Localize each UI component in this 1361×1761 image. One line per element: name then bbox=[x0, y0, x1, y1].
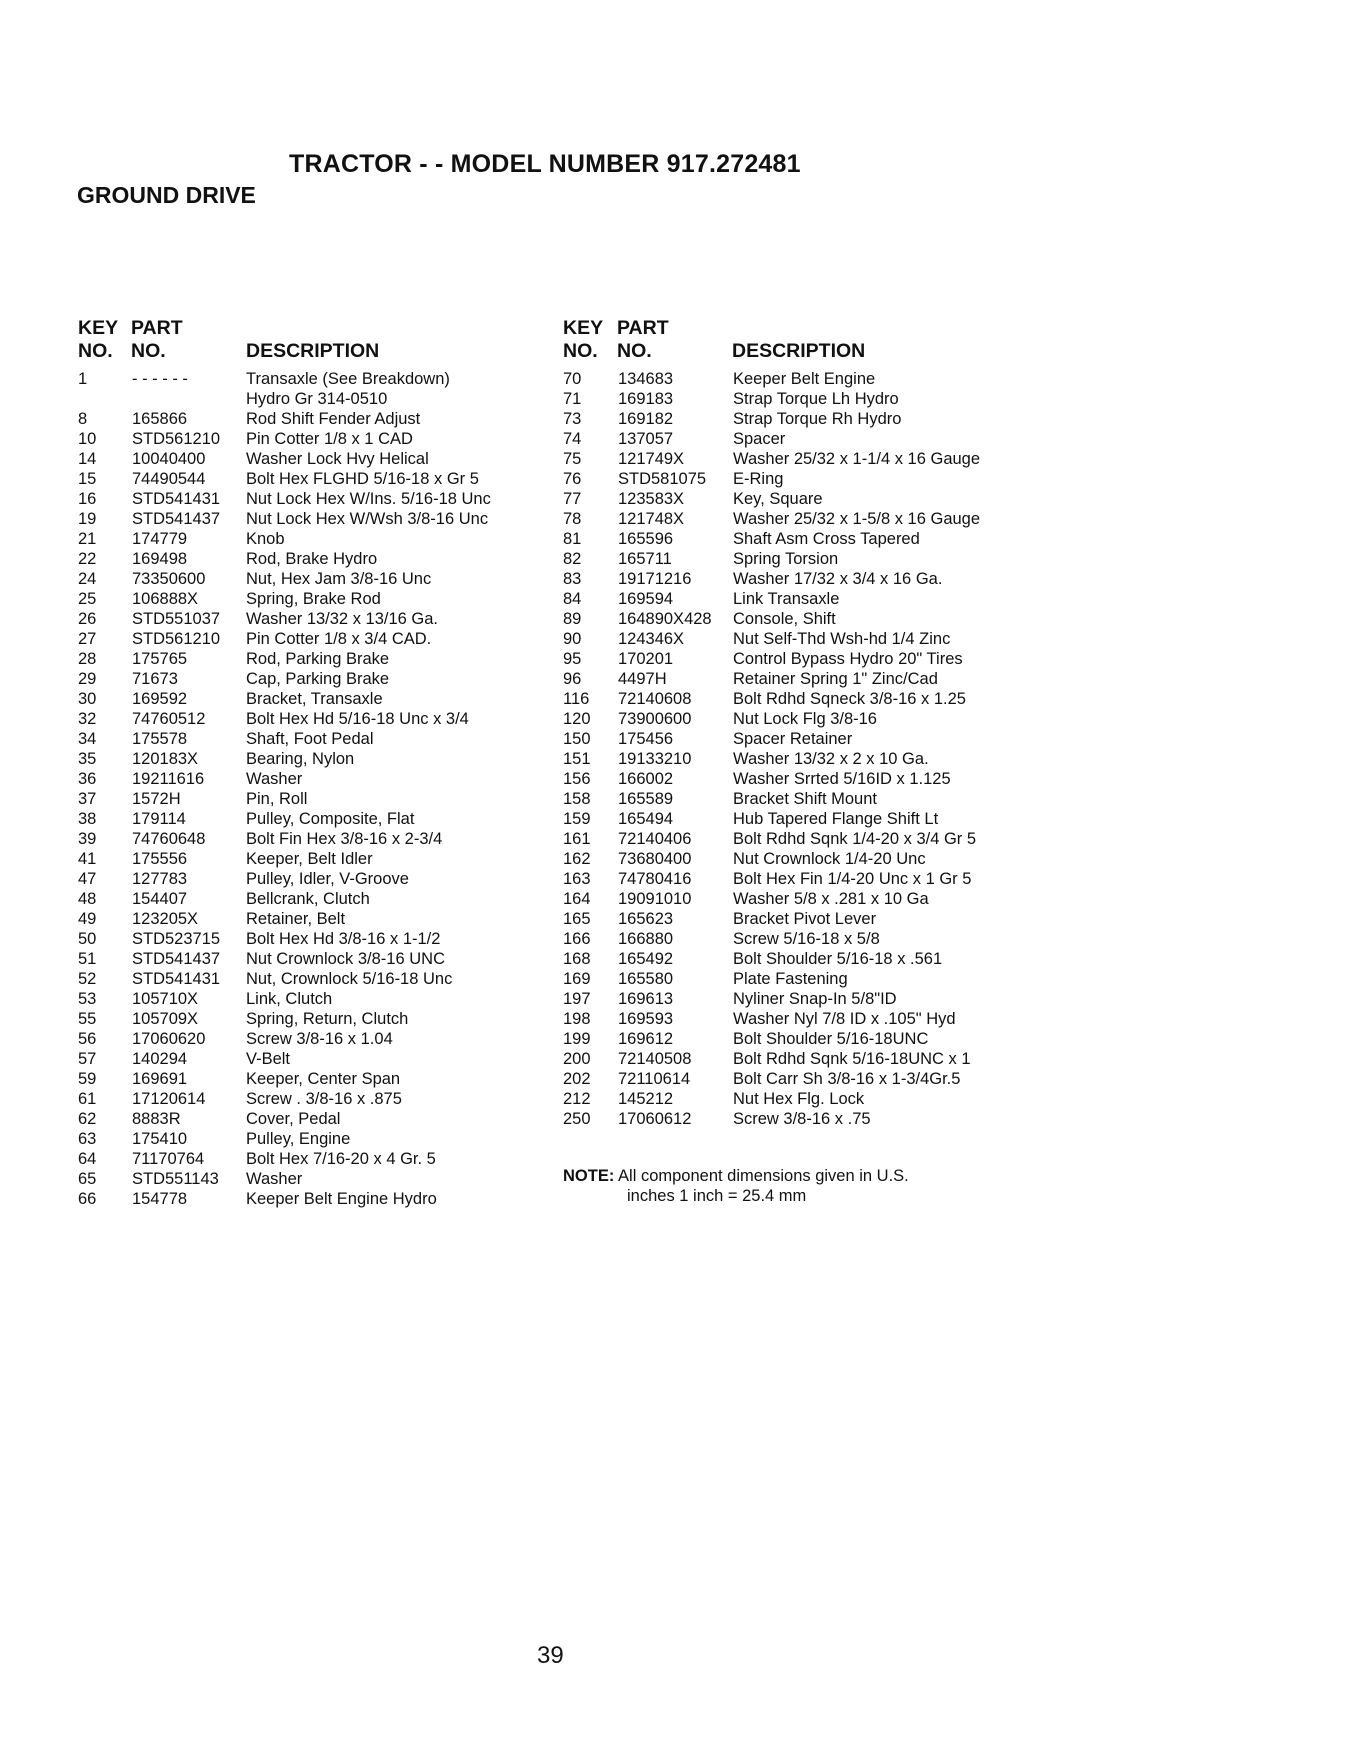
part-no-cell: 166880 bbox=[618, 930, 674, 948]
key-no-cell: 166 bbox=[563, 930, 591, 948]
key-no-cell: 61 bbox=[78, 1090, 97, 1108]
description-cell: Shaft, Foot Pedal bbox=[246, 730, 374, 748]
part-no-cell: 165866 bbox=[132, 410, 188, 428]
key-no-cell: 82 bbox=[563, 550, 582, 568]
description-cell: Rod, Parking Brake bbox=[246, 650, 390, 668]
part-no-cell: STD541437 bbox=[132, 950, 221, 968]
key-no-cell: 32 bbox=[78, 710, 97, 728]
key-no-cell: 37 bbox=[78, 790, 97, 808]
description-cell: Control Bypass Hydro 20" Tires bbox=[733, 650, 963, 668]
description-cell: Spacer Retainer bbox=[733, 730, 853, 748]
key-no-header: NO. bbox=[78, 340, 113, 362]
description-cell: Washer 13/32 x 2 x 10 Ga. bbox=[733, 750, 929, 768]
description-cell: E-Ring bbox=[733, 470, 784, 488]
description-cell: Washer 5/8 x .281 x 10 Ga bbox=[733, 890, 929, 908]
key-no-cell: 26 bbox=[78, 610, 97, 628]
part-no-cell: 105709X bbox=[132, 1010, 199, 1028]
key-no-cell: 77 bbox=[563, 490, 582, 508]
part-no-cell: 175410 bbox=[132, 1130, 188, 1148]
part-no-cell: 72140406 bbox=[618, 830, 692, 848]
part-no-cell: 165494 bbox=[618, 810, 674, 828]
part-no-cell: - - - - - - bbox=[132, 370, 188, 388]
key-no-cell: 151 bbox=[563, 750, 591, 768]
key-no-cell: 96 bbox=[563, 670, 582, 688]
part-no-cell: 169613 bbox=[618, 990, 674, 1008]
part-no-cell: 73350600 bbox=[132, 570, 206, 588]
key-no-cell: 95 bbox=[563, 650, 582, 668]
description-cell: Washer Nyl 7/8 ID x .105" Hyd bbox=[733, 1010, 956, 1028]
part-no-cell: 165580 bbox=[618, 970, 674, 988]
part-no-cell: 74490544 bbox=[132, 470, 206, 488]
key-no-cell: 70 bbox=[563, 370, 582, 388]
key-no-cell: 10 bbox=[78, 430, 97, 448]
part-no-cell: 74780416 bbox=[618, 870, 692, 888]
key-no-cell: 56 bbox=[78, 1030, 97, 1048]
key-no-cell: 59 bbox=[78, 1070, 97, 1088]
key-no-cell: 212 bbox=[563, 1090, 591, 1108]
part-no-cell: STD581075 bbox=[618, 470, 707, 488]
description-cell: Plate Fastening bbox=[733, 970, 848, 988]
description-cell: Screw . 3/8-16 x .875 bbox=[246, 1090, 402, 1108]
part-header: PART bbox=[131, 317, 183, 339]
part-no-cell: 124346X bbox=[618, 630, 685, 648]
description-cell: Bellcrank, Clutch bbox=[246, 890, 370, 908]
description-cell: Bolt Shoulder 5/16-18 x .561 bbox=[733, 950, 943, 968]
part-no-cell: 10040400 bbox=[132, 450, 206, 468]
key-no-cell: 202 bbox=[563, 1070, 591, 1088]
part-no-cell: 74760512 bbox=[132, 710, 206, 728]
description-cell: Nut Lock Hex W/Ins. 5/16-18 Unc bbox=[246, 490, 491, 508]
key-no-cell: 164 bbox=[563, 890, 591, 908]
description-cell: Nut Lock Hex W/Wsh 3/8-16 Unc bbox=[246, 510, 489, 528]
note-line-2: inches 1 inch = 25.4 mm bbox=[627, 1187, 807, 1205]
description-cell: Bolt Fin Hex 3/8-16 x 2-3/4 bbox=[246, 830, 443, 848]
part-no-cell: 165589 bbox=[618, 790, 674, 808]
description-cell: Screw 3/8-16 x .75 bbox=[733, 1110, 871, 1128]
key-no-cell: 52 bbox=[78, 970, 97, 988]
description-header: DESCRIPTION bbox=[246, 340, 380, 362]
description-cell: Washer bbox=[246, 1170, 303, 1188]
description-cell: V-Belt bbox=[246, 1050, 291, 1068]
description-cell: Nut Self-Thd Wsh-hd 1/4 Zinc bbox=[733, 630, 951, 648]
description-cell: Bolt Hex Hd 5/16-18 Unc x 3/4 bbox=[246, 710, 469, 728]
key-no-cell: 36 bbox=[78, 770, 97, 788]
page-title: TRACTOR - - MODEL NUMBER 917.272481 bbox=[289, 150, 801, 178]
key-no-cell: 1 bbox=[78, 370, 88, 388]
description-cell: Knob bbox=[246, 530, 285, 548]
key-no-cell: 66 bbox=[78, 1190, 97, 1208]
description-cell: Bolt Hex 7/16-20 x 4 Gr. 5 bbox=[246, 1150, 436, 1168]
key-no-cell: 14 bbox=[78, 450, 97, 468]
description-cell: Bearing, Nylon bbox=[246, 750, 355, 768]
key-no-cell: 74 bbox=[563, 430, 582, 448]
key-no-cell: 116 bbox=[563, 690, 590, 708]
part-no-cell: 73680400 bbox=[618, 850, 692, 868]
description-cell: Bolt Hex Fin 1/4-20 Unc x 1 Gr 5 bbox=[733, 870, 972, 888]
key-no-cell: 73 bbox=[563, 410, 582, 428]
key-no-cell: 38 bbox=[78, 810, 97, 828]
description-cell: Key, Square bbox=[733, 490, 823, 508]
part-no-cell: 169691 bbox=[132, 1070, 188, 1088]
description-cell: Washer 13/32 x 13/16 Ga. bbox=[246, 610, 438, 628]
description-cell: Nut Crownlock 1/4-20 Unc bbox=[733, 850, 926, 868]
key-no-cell: 50 bbox=[78, 930, 97, 948]
description-cell: Bolt Rdhd Sqnk 5/16-18UNC x 1 bbox=[733, 1050, 971, 1068]
description-cell: Keeper, Center Span bbox=[246, 1070, 401, 1088]
part-no-cell: STD551143 bbox=[132, 1170, 219, 1188]
part-no-cell: 170201 bbox=[618, 650, 674, 668]
part-no-cell: 137057 bbox=[618, 430, 674, 448]
description-cell: Bracket, Transaxle bbox=[246, 690, 383, 708]
part-header: PART bbox=[617, 317, 669, 339]
part-no-cell: 19171216 bbox=[618, 570, 692, 588]
description-cell: Bolt Shoulder 5/16-18UNC bbox=[733, 1030, 929, 1048]
description-cell: Bolt Hex Hd 3/8-16 x 1-1/2 bbox=[246, 930, 441, 948]
part-no-cell: STD561210 bbox=[132, 630, 221, 648]
part-no-cell: 165623 bbox=[618, 910, 674, 928]
key-no-cell: 165 bbox=[563, 910, 591, 928]
key-no-cell: 35 bbox=[78, 750, 97, 768]
key-no-cell: 19 bbox=[78, 510, 97, 528]
part-no-cell: 175556 bbox=[132, 850, 188, 868]
key-no-cell: 198 bbox=[563, 1010, 591, 1028]
key-no-cell: 120 bbox=[563, 710, 591, 728]
part-no-cell: 17060612 bbox=[618, 1110, 692, 1128]
key-no-cell: 78 bbox=[563, 510, 582, 528]
part-no-cell: STD551037 bbox=[132, 610, 221, 628]
part-no-cell: 72140608 bbox=[618, 690, 692, 708]
description-header: DESCRIPTION bbox=[732, 340, 866, 362]
part-no-cell: 175578 bbox=[132, 730, 188, 748]
key-no-cell: 84 bbox=[563, 590, 582, 608]
part-no-cell: STD523715 bbox=[132, 930, 221, 948]
part-no-cell: 19133210 bbox=[618, 750, 692, 768]
part-no-cell: 74760648 bbox=[132, 830, 206, 848]
description-cell: Bolt Carr Sh 3/8-16 x 1-3/4Gr.5 bbox=[733, 1070, 961, 1088]
key-no-cell: 64 bbox=[78, 1150, 97, 1168]
key-no-cell: 34 bbox=[78, 730, 97, 748]
part-no-cell: 120183X bbox=[132, 750, 199, 768]
part-no-cell: STD561210 bbox=[132, 430, 221, 448]
key-no-cell: 199 bbox=[563, 1030, 591, 1048]
part-no-cell: 165492 bbox=[618, 950, 674, 968]
description-cell: Retainer Spring 1" Zinc/Cad bbox=[733, 670, 938, 688]
description-cell: Keeper Belt Engine bbox=[733, 370, 876, 388]
key-no-cell: 161 bbox=[563, 830, 591, 848]
key-no-cell: 30 bbox=[78, 690, 97, 708]
description-cell: Nut Hex Flg. Lock bbox=[733, 1090, 865, 1108]
part-no-cell: 175765 bbox=[132, 650, 188, 668]
description-cell: Washer Srrted 5/16ID x 1.125 bbox=[733, 770, 951, 788]
key-no-cell: 90 bbox=[563, 630, 582, 648]
part-no-cell: 105710X bbox=[132, 990, 199, 1008]
key-no-cell: 75 bbox=[563, 450, 582, 468]
key-no-cell: 29 bbox=[78, 670, 97, 688]
part-no-cell: 123583X bbox=[618, 490, 685, 508]
description-cell: Nut Crownlock 3/8-16 UNC bbox=[246, 950, 445, 968]
dimensions-note bbox=[563, 1166, 909, 1206]
description-cell: Hub Tapered Flange Shift Lt bbox=[733, 810, 939, 828]
key-no-cell: 65 bbox=[78, 1170, 97, 1188]
description-cell: Washer Lock Hvy Helical bbox=[246, 450, 429, 468]
key-no-cell: 156 bbox=[563, 770, 591, 788]
key-no-cell: 158 bbox=[563, 790, 591, 808]
description-cell: Pin, Roll bbox=[246, 790, 308, 808]
description-cell: Cap, Parking Brake bbox=[246, 670, 390, 688]
key-no-cell: 39 bbox=[78, 830, 97, 848]
part-no-cell: 140294 bbox=[132, 1050, 188, 1068]
key-header: KEY bbox=[563, 317, 604, 339]
description-cell: Cover, Pedal bbox=[246, 1110, 341, 1128]
page-number: 39 bbox=[537, 1642, 564, 1669]
description-cell: Pin Cotter 1/8 x 3/4 CAD. bbox=[246, 630, 432, 648]
key-no-cell: 25 bbox=[78, 590, 97, 608]
part-no-cell: 165596 bbox=[618, 530, 674, 548]
description-cell: Nut, Crownlock 5/16-18 Unc bbox=[246, 970, 453, 988]
description-cell: Rod Shift Fender Adjust bbox=[246, 410, 421, 428]
key-no-cell: 169 bbox=[563, 970, 591, 988]
description-cell: Nyliner Snap-In 5/8"ID bbox=[733, 990, 897, 1008]
part-no-cell: 169594 bbox=[618, 590, 674, 608]
description-cell: Bracket Shift Mount bbox=[733, 790, 877, 808]
description-cell: Hydro Gr 314-0510 bbox=[246, 390, 388, 408]
part-no-cell: 164890X428 bbox=[618, 610, 712, 628]
note-label: NOTE: bbox=[563, 1167, 615, 1185]
description-cell: Pulley, Composite, Flat bbox=[246, 810, 415, 828]
part-no-cell: 121749X bbox=[618, 450, 685, 468]
description-cell: Washer bbox=[246, 770, 303, 788]
part-no-cell: 106888X bbox=[132, 590, 199, 608]
description-cell: Pin Cotter 1/8 x 1 CAD bbox=[246, 430, 413, 448]
key-no-cell: 89 bbox=[563, 610, 582, 628]
description-cell: Spring Torsion bbox=[733, 550, 839, 568]
key-no-cell: 57 bbox=[78, 1050, 97, 1068]
part-no-cell: 154407 bbox=[132, 890, 188, 908]
key-no-cell: 71 bbox=[563, 390, 582, 408]
key-no-cell: 41 bbox=[78, 850, 97, 868]
part-no-cell: 72140508 bbox=[618, 1050, 692, 1068]
key-header: KEY bbox=[78, 317, 119, 339]
part-no-cell: 71673 bbox=[132, 670, 178, 688]
part-no-cell: 169592 bbox=[132, 690, 188, 708]
description-cell: Bracket Pivot Lever bbox=[733, 910, 877, 928]
description-cell: Screw 5/16-18 x 5/8 bbox=[733, 930, 880, 948]
description-cell: Screw 3/8-16 x 1.04 bbox=[246, 1030, 393, 1048]
description-cell: Bolt Hex FLGHD 5/16-18 x Gr 5 bbox=[246, 470, 479, 488]
description-cell: Washer 25/32 x 1-5/8 x 16 Gauge bbox=[733, 510, 981, 528]
part-no-cell: 169593 bbox=[618, 1010, 674, 1028]
part-no-cell: 19091010 bbox=[618, 890, 692, 908]
key-no-cell: 197 bbox=[563, 990, 591, 1008]
description-cell: Bolt Rdhd Sqneck 3/8-16 x 1.25 bbox=[733, 690, 966, 708]
description-cell: Spring, Return, Clutch bbox=[246, 1010, 409, 1028]
description-cell: Nut Lock Flg 3/8-16 bbox=[733, 710, 877, 728]
key-no-cell: 200 bbox=[563, 1050, 591, 1068]
key-no-cell: 51 bbox=[78, 950, 97, 968]
key-no-cell: 76 bbox=[563, 470, 582, 488]
key-no-cell: 15 bbox=[78, 470, 97, 488]
key-no-cell: 49 bbox=[78, 910, 97, 928]
key-no-cell: 27 bbox=[78, 630, 97, 648]
key-no-cell: 159 bbox=[563, 810, 591, 828]
key-no-cell: 250 bbox=[563, 1110, 591, 1128]
key-no-cell: 22 bbox=[78, 550, 97, 568]
key-no-cell: 150 bbox=[563, 730, 591, 748]
part-no-cell: 17060620 bbox=[132, 1030, 206, 1048]
part-no-cell: 134683 bbox=[618, 370, 674, 388]
section-title: GROUND DRIVE bbox=[77, 182, 256, 208]
part-no-cell: 154778 bbox=[132, 1190, 188, 1208]
part-no-cell: 169612 bbox=[618, 1030, 674, 1048]
key-no-cell: 16 bbox=[78, 490, 97, 508]
key-no-header: NO. bbox=[563, 340, 598, 362]
part-no-cell: 166002 bbox=[618, 770, 674, 788]
key-no-cell: 24 bbox=[78, 570, 97, 588]
part-no-cell: 1572H bbox=[132, 790, 181, 808]
description-cell: Pulley, Idler, V-Groove bbox=[246, 870, 409, 888]
description-cell: Spring, Brake Rod bbox=[246, 590, 381, 608]
key-no-cell: 168 bbox=[563, 950, 591, 968]
description-cell: Bolt Rdhd Sqnk 1/4-20 x 3/4 Gr 5 bbox=[733, 830, 977, 848]
part-no-cell: 145212 bbox=[618, 1090, 674, 1108]
description-cell: Pulley, Engine bbox=[246, 1130, 351, 1148]
part-no-cell: 175456 bbox=[618, 730, 674, 748]
part-no-cell: 73900600 bbox=[618, 710, 692, 728]
key-no-cell: 53 bbox=[78, 990, 97, 1008]
description-cell: Transaxle (See Breakdown) bbox=[246, 370, 450, 388]
description-cell: Link Transaxle bbox=[733, 590, 840, 608]
description-cell: Washer 25/32 x 1-1/4 x 16 Gauge bbox=[733, 450, 981, 468]
description-cell: Link, Clutch bbox=[246, 990, 333, 1008]
key-no-cell: 47 bbox=[78, 870, 97, 888]
description-cell: Spacer bbox=[733, 430, 786, 448]
part-no-cell: STD541437 bbox=[132, 510, 221, 528]
part-no-cell: 179114 bbox=[132, 810, 186, 828]
part-no-cell: 71170764 bbox=[132, 1150, 205, 1168]
key-no-cell: 63 bbox=[78, 1130, 97, 1148]
key-no-cell: 81 bbox=[563, 530, 582, 548]
key-no-cell: 28 bbox=[78, 650, 97, 668]
key-no-cell: 48 bbox=[78, 890, 97, 908]
part-no-cell: 174779 bbox=[132, 530, 188, 548]
key-no-cell: 55 bbox=[78, 1010, 97, 1028]
description-cell: Retainer, Belt bbox=[246, 910, 346, 928]
description-cell: Rod, Brake Hydro bbox=[246, 550, 378, 568]
description-cell: Strap Torque Rh Hydro bbox=[733, 410, 902, 428]
key-no-cell: 83 bbox=[563, 570, 582, 588]
description-cell: Keeper Belt Engine Hydro bbox=[246, 1190, 437, 1208]
part-no-cell: 8883R bbox=[132, 1110, 181, 1128]
part-no-cell: 123205X bbox=[132, 910, 199, 928]
key-no-cell: 8 bbox=[78, 410, 88, 428]
key-no-cell: 162 bbox=[563, 850, 591, 868]
note-line-1: All component dimensions given in U.S. bbox=[618, 1167, 909, 1185]
part-no-cell: STD541431 bbox=[132, 970, 221, 988]
part-no-cell: 169183 bbox=[618, 390, 674, 408]
part-no-cell: 19211616 bbox=[132, 770, 205, 788]
part-no-cell: 169182 bbox=[618, 410, 674, 428]
description-cell: Shaft Asm Cross Tapered bbox=[733, 530, 920, 548]
key-no-cell: 62 bbox=[78, 1110, 97, 1128]
key-no-cell: 163 bbox=[563, 870, 591, 888]
description-cell: Washer 17/32 x 3/4 x 16 Ga. bbox=[733, 570, 943, 588]
part-no-cell: 17120614 bbox=[132, 1090, 206, 1108]
description-cell: Strap Torque Lh Hydro bbox=[733, 390, 899, 408]
part-no-header: NO. bbox=[617, 340, 652, 362]
description-cell: Keeper, Belt Idler bbox=[246, 850, 373, 868]
description-cell: Nut, Hex Jam 3/8-16 Unc bbox=[246, 570, 432, 588]
part-no-cell: STD541431 bbox=[132, 490, 221, 508]
part-no-cell: 72110614 bbox=[618, 1070, 691, 1088]
part-no-cell: 121748X bbox=[618, 510, 685, 528]
key-no-cell: 21 bbox=[78, 530, 97, 548]
part-no-cell: 127783 bbox=[132, 870, 188, 888]
part-no-cell: 169498 bbox=[132, 550, 188, 568]
part-no-cell: 4497H bbox=[618, 670, 667, 688]
part-no-cell: 165711 bbox=[618, 550, 672, 568]
description-cell: Console, Shift bbox=[733, 610, 836, 628]
part-no-header: NO. bbox=[131, 340, 166, 362]
